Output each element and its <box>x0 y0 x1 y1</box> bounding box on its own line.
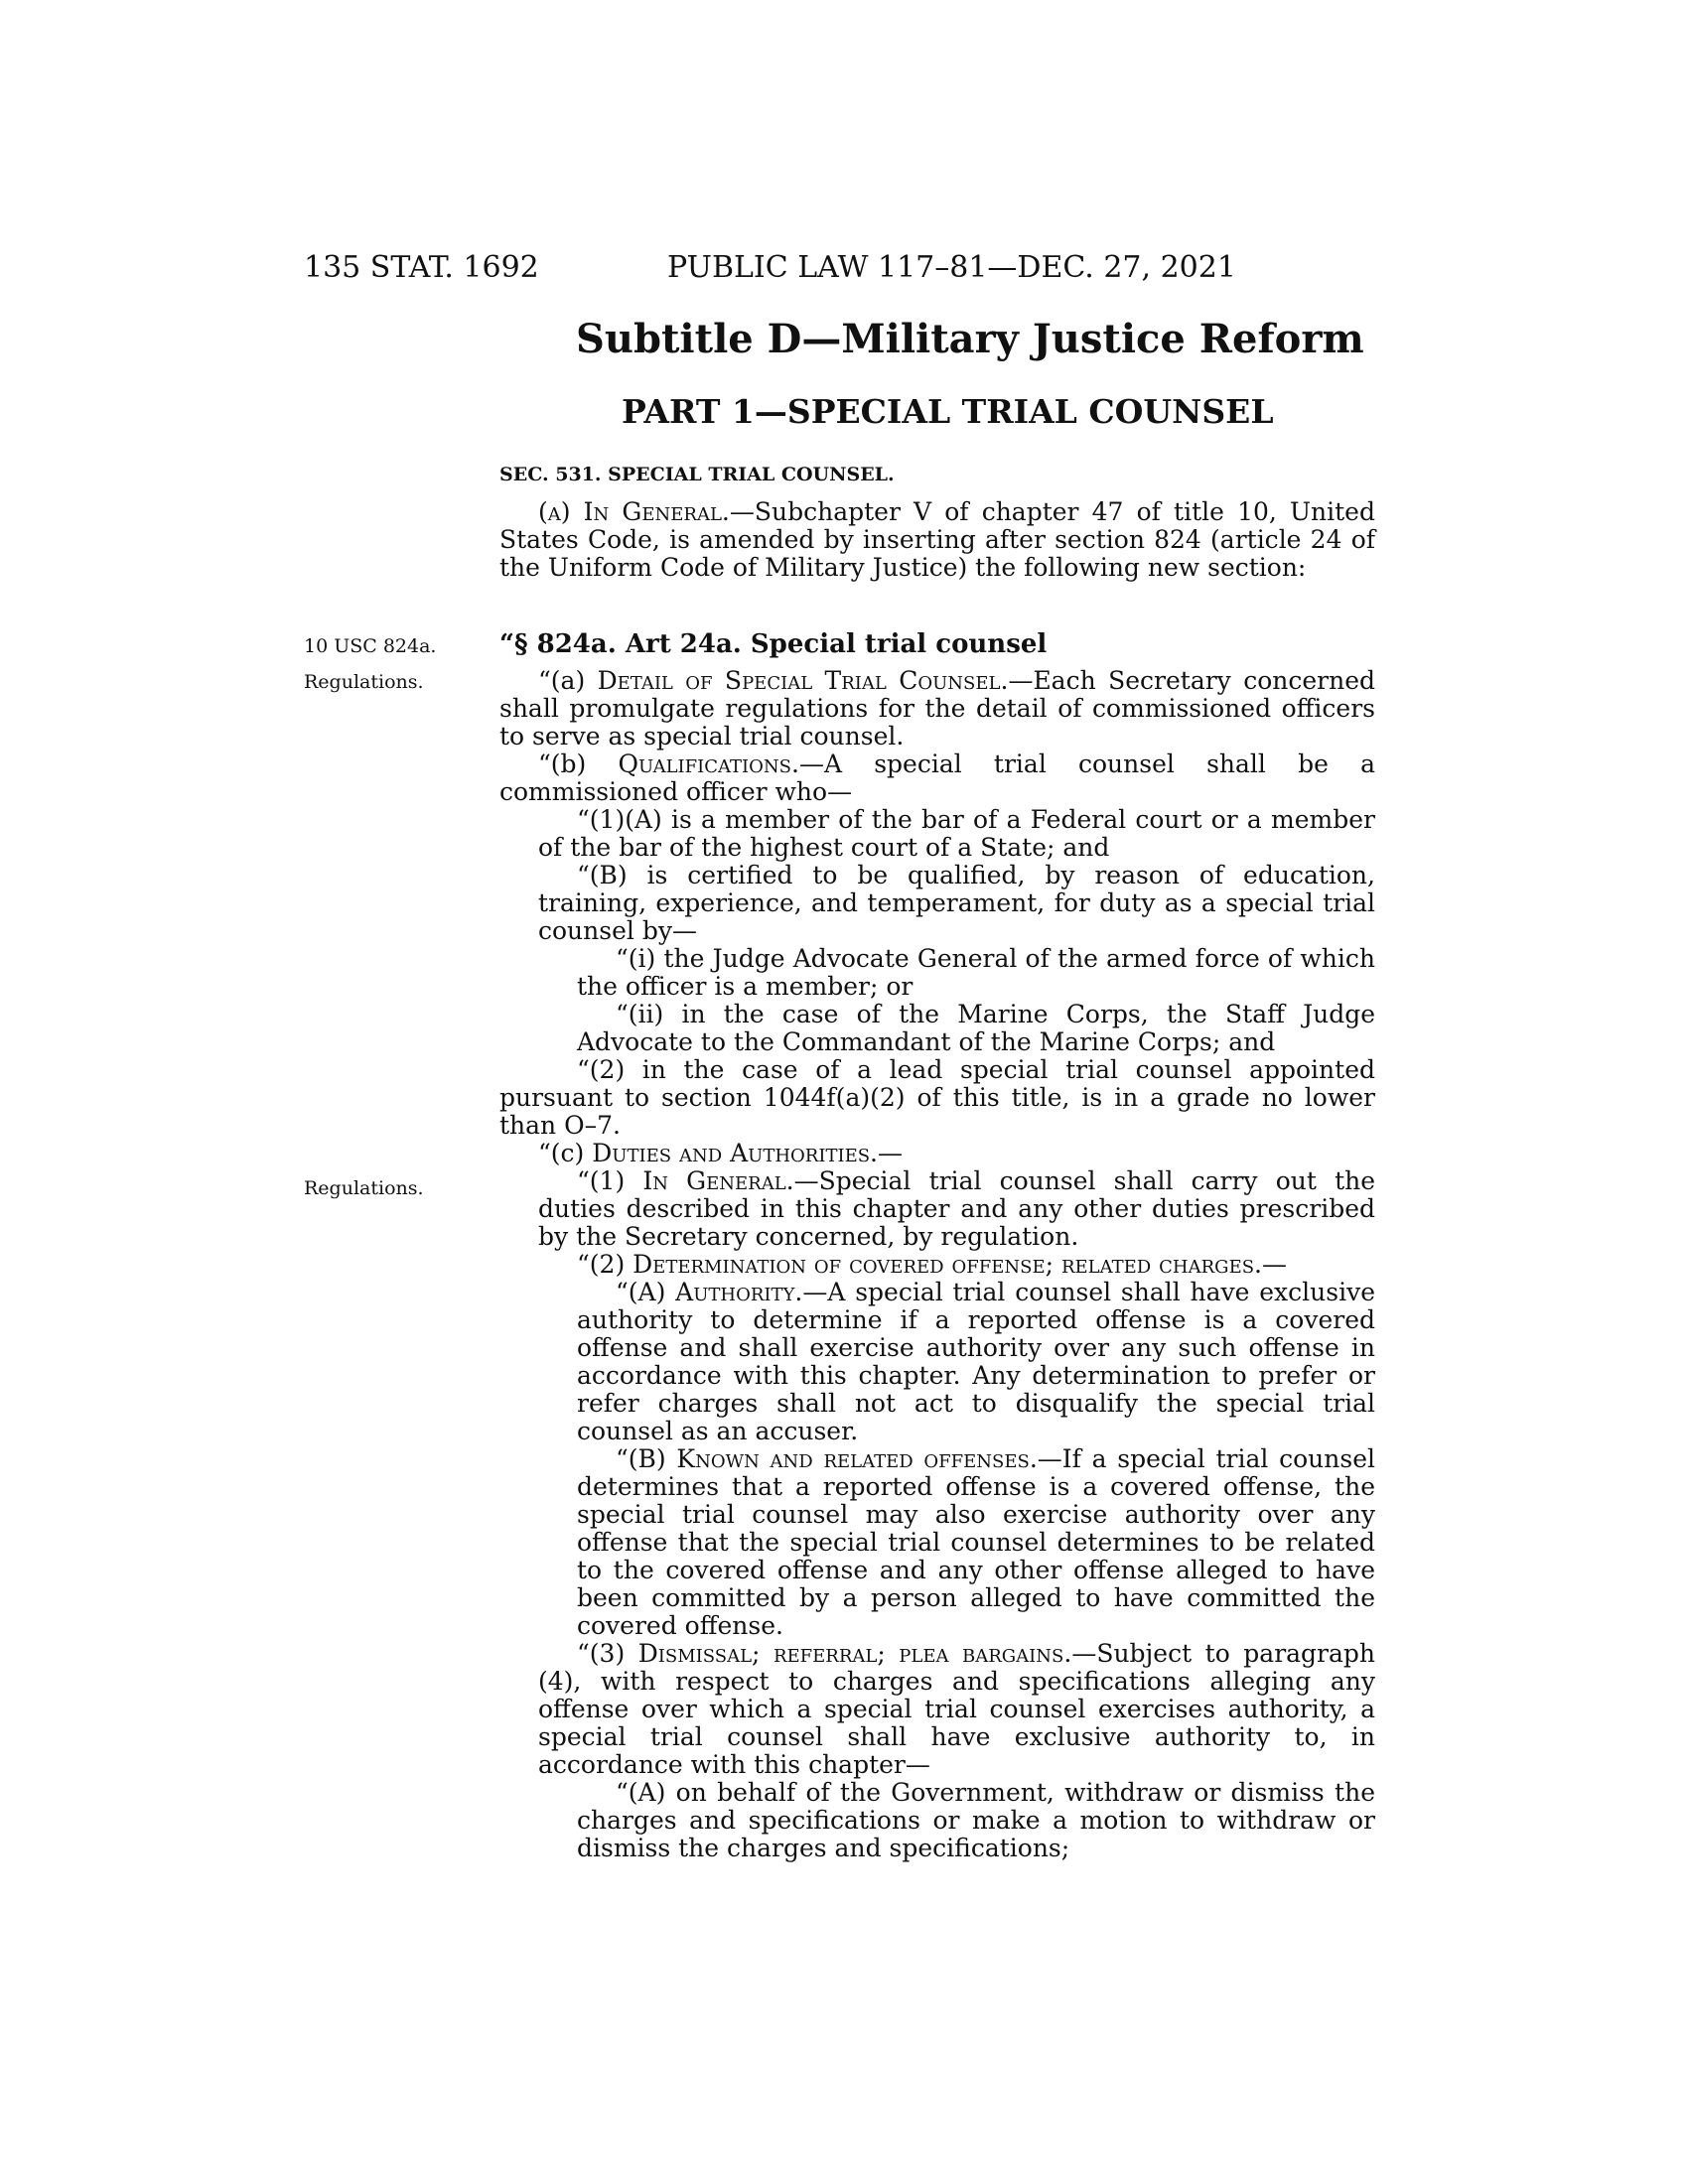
page-stat-number: 135 STAT. 1692 <box>304 250 539 285</box>
section-heading: SEC. 531. SPECIAL TRIAL COUNSEL. <box>499 464 895 485</box>
subparagraph-c-2-B-heading: Known and related offenses. <box>676 1444 1038 1473</box>
subparagraph-c-3-A: “(A) on behalf of the Government, withdraw or dismiss the charges and specifications or make a motion to withdraw or dismiss the charges and specifications; <box>577 1778 1375 1862</box>
margin-note-regulations-2: Regulations. <box>304 1177 424 1199</box>
paragraph-c-1-text: —Special trial counsel shall carry out the duties described in this chapter and any other duties prescribed by the Secretary concerned, by regulation. <box>538 1166 1376 1251</box>
paragraph-c-3-text: —Subject to paragraph (4), with respect to charges and specifications alleging any offense over which a special trial counsel exercises authority, a special trial counsel shall have exclusive authority to, in accordance with this chapter— <box>538 1639 1376 1779</box>
subparagraph-c-2-A-text: —A special trial counsel shall have exclusive authority to determine if a reported offense is a covered offense and shall exercise authority over any such offense in accordance with this chapter. Any determination to prefer or refer charges shall not act to disqualify the special trial counsel as an accuser. <box>577 1278 1376 1445</box>
subsection-a-text: —Each Secretary concerned shall promulgate regulations for the detail of commissioned officers to serve as special trial counsel. <box>499 666 1376 751</box>
intro-text <box>499 498 1375 582</box>
paragraph-c-3 <box>499 1640 1375 1779</box>
subsection-c-heading: Duties and Authorities. <box>592 1139 879 1167</box>
intro-heading: (a) In General. <box>538 497 730 526</box>
subsection-b <box>499 751 1375 806</box>
article-heading-wrap <box>499 629 1047 659</box>
intro-paragraph <box>499 498 1375 582</box>
paragraph-c-2-heading: Determination of covered offense; related charges. <box>633 1250 1262 1279</box>
paragraph-b-2-text: “(2) in the case of a lead special trial counsel appointed pursuant to section 1044f(a)(2) of this title, is in a grade no lower than O–7. <box>499 1055 1375 1140</box>
subsection-c-dash: — <box>878 1139 904 1167</box>
article-body <box>499 667 1375 1862</box>
paragraph-c-3-label: “(3) <box>577 1639 638 1668</box>
paragraph-c-1 <box>499 1167 1375 1251</box>
paragraph-b-1-A: “(1)(A) is a member of the bar of a Federal court or a member of the bar of the highest court of a State; and <box>538 805 1375 862</box>
intro-body: —Subchapter V of chapter 47 of title 10, United States Code, is amended by inserting after section 824 (article 24 of the Uniform Code of Military Justice) the following new section: <box>499 497 1375 582</box>
subsection-b-heading: Qualifications. <box>618 750 799 778</box>
subsection-b-text: —A special trial counsel shall be a commissioned officer who— <box>499 750 1375 806</box>
clause-b-1-B-i: “(i) the Judge Advocate General of the armed force of which the officer is a member; or <box>577 944 1375 1001</box>
subparagraph-c-2-A-heading: Authority. <box>675 1278 803 1306</box>
clause-b-1-B-ii: “(ii) in the case of the Marine Corps, the Staff Judge Advocate to the Commandant of the Marine Corps; and <box>577 1000 1375 1056</box>
subparagraph-c-2-A-label: “(A) <box>616 1278 676 1306</box>
article-heading: “§ 824a. Art 24a. Special trial counsel <box>499 629 1048 659</box>
part-heading: PART 1—SPECIAL TRIAL COUNSEL <box>622 392 1274 431</box>
public-law-header: PUBLIC LAW 117–81—DEC. 27, 2021 <box>667 250 1236 285</box>
paragraph-c-2-dash: — <box>1261 1250 1287 1279</box>
subsection-c-label: “(c) <box>538 1139 593 1167</box>
subsection-c <box>499 1140 1375 1167</box>
subparagraph-c-2-B <box>499 1445 1375 1640</box>
subparagraph-c-2-A <box>499 1279 1375 1445</box>
subsection-a-heading: Detail of Special Trial Counsel. <box>597 666 1009 695</box>
margin-note-usc: 10 USC 824a. <box>304 635 437 657</box>
paragraph-c-2-label: “(2) <box>577 1250 633 1279</box>
paragraph-b-1-B: “(B) is certified to be qualified, by reason of education, training, experience, and temperament, for duty as a special trial counsel by— <box>538 861 1375 945</box>
subsection-a-label: “(a) <box>538 666 598 695</box>
subsection-a <box>499 667 1375 751</box>
paragraph-b-2 <box>499 1056 1375 1140</box>
paragraph-c-2 <box>499 1251 1375 1279</box>
margin-note-regulations-1: Regulations. <box>304 671 424 693</box>
subtitle-heading: Subtitle D—Military Justice Reform <box>576 316 1364 362</box>
subsection-b-label: “(b) <box>538 750 619 778</box>
subparagraph-c-2-B-text: —If a special trial counsel determines that a reported offense is a covered offense, the special trial counsel may also exercise authority over any offense that the special trial counsel determines to be related to the covered offense and any other offense alleged to have been committed by a person alleged to have committed the covered offense. <box>577 1444 1375 1640</box>
paragraph-c-1-heading: In General. <box>642 1166 794 1195</box>
subparagraph-c-2-B-label: “(B) <box>616 1444 677 1473</box>
paragraph-c-1-label: “(1) <box>577 1166 643 1195</box>
paragraph-c-3-heading: Dismissal; referral; plea bargains. <box>637 1639 1072 1668</box>
